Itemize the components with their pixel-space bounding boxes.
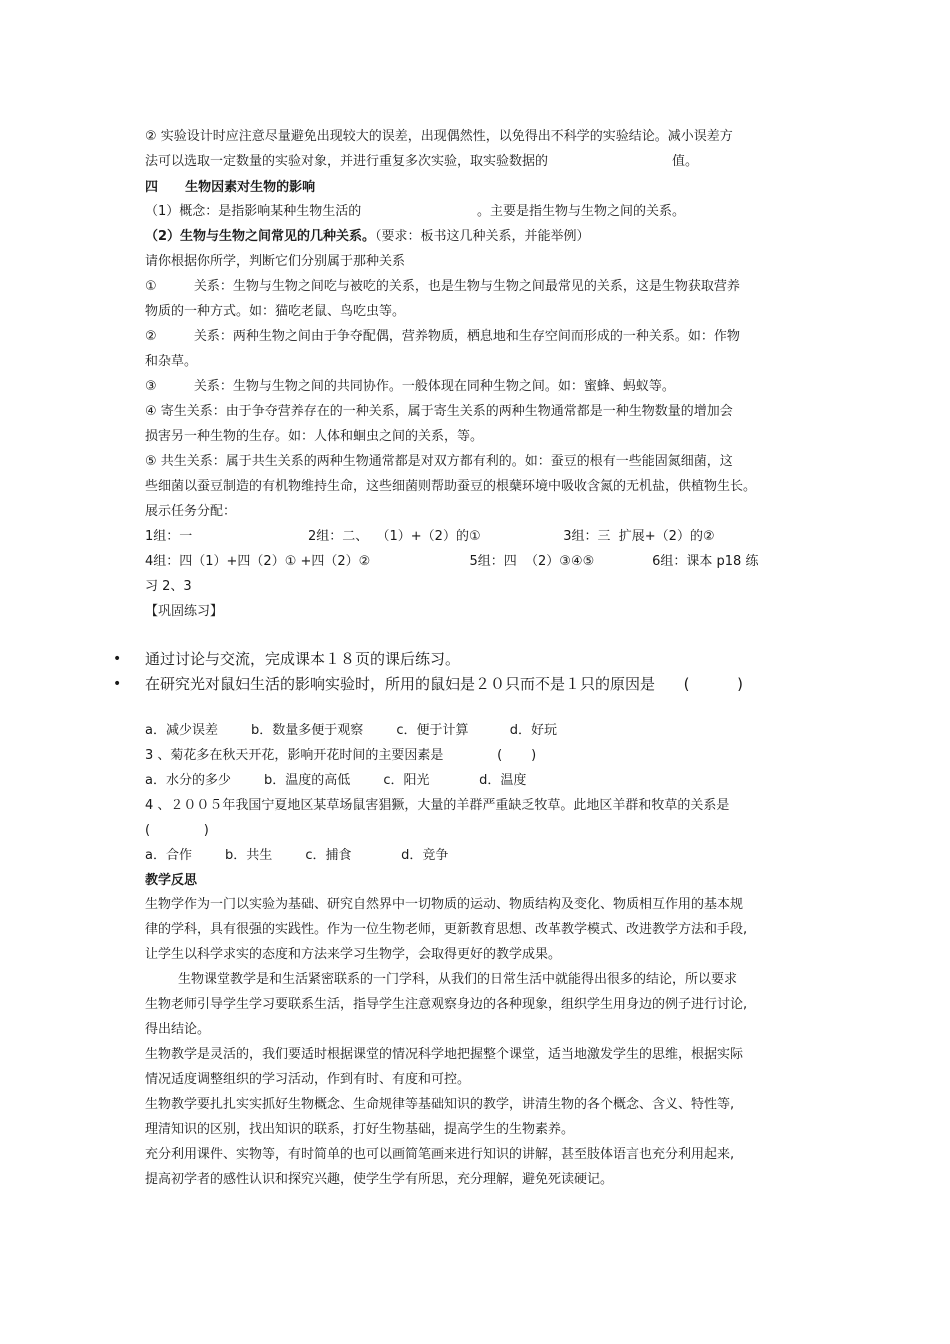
text-line: ④ 寄生关系：由于争夺营养存在的一种关系，属于寄生关系的两种生物通常都是一种生物数量的增加会 <box>145 404 733 419</box>
subheading-note: （要求：板书这几种关系，并能举例） <box>375 229 590 244</box>
text-line: 理清知识的区别，找出知识的联系，打好生物基础，提高学生的生物素养。 <box>145 1122 575 1137</box>
text-line: 些细菌以蚕豆制造的有机物维持生命，这些细菌则帮助蚕豆的根蘖环境中吸收含氮的无机盐，供植物生长。 <box>145 479 757 494</box>
text-line: 1组：一 2组：二、 （1）+（2）的① 3组：三 扩展+（2）的② <box>145 529 715 544</box>
text-line: 让学生以科学求实的态度和方法来学习生物学，会取得更好的教学成果。 <box>145 947 562 962</box>
section-heading: 四 生物因素对生物的影响 <box>145 180 316 195</box>
text-line <box>145 229 590 245</box>
text-line: 情况适度调整组织的学习活动，作到有时、有度和可控。 <box>145 1072 471 1087</box>
text-line: 4组：四（1）+四（2）① +四（2）② 5组：四 （2）③④⑤ 6组：课本 p18 练 <box>145 554 759 569</box>
bullet-item: 通过讨论与交流，完成课本１８页的课后练习。 <box>145 650 461 668</box>
text-line: 提高初学者的感性认识和探究兴趣，使学生学有所思，充分理解，避免死读硬记。 <box>145 1172 614 1187</box>
text-line: ② 关系：两种生物之间由于争夺配偶，营养物质，栖息地和生存空间而形成的一种关系。如：作物 <box>145 329 740 344</box>
text-line: ⑤ 共生关系：属于共生关系的两种生物通常都是对双方都有利的。如：蚕豆的根有一些能固氮细菌，这 <box>145 454 733 469</box>
text-line: 律的学科，具有很强的实践性。作为一位生物老师，更新教育思想、改革教学模式、改进教学方法和手段, <box>145 922 748 937</box>
text-line: ① 关系：生物与生物之间吃与被吃的关系，也是生物与生物之间最常见的关系，这是生物获取营养 <box>145 279 740 294</box>
text-line: 生物老师引导学生学习要联系生活，指导学生注意观察身边的各种现象，组织学生用身边的例子进行讨论, <box>145 997 748 1012</box>
text-line: 得出结论。 <box>145 1022 211 1037</box>
text-line: 生物课堂教学是和生活紧密联系的一门学科，从我们的日常生活中就能得出很多的结论，所以要求 <box>178 972 738 987</box>
section-heading: 【巩固练习】 <box>145 604 224 619</box>
bullet-dot: • <box>113 651 122 667</box>
text-line: 损害另一种生物的生存。如：人体和蛔虫之间的关系，等。 <box>145 429 484 444</box>
text-line: 展示任务分配： <box>145 504 237 519</box>
answer-options: a．水分的多少 b．温度的高低 c．阳光 d．温度 <box>145 773 527 788</box>
text-line: 生物教学要扎扎实实抓好生物概念、生命规律等基础知识的教学，讲清生物的各个概念、含义、特性等, <box>145 1097 735 1112</box>
answer-options: a．合作 b．共生 c．捕食 d．竞争 <box>145 848 449 863</box>
text-line: 物质的一种方式。如：猫吃老鼠、鸟吃虫等。 <box>145 304 406 319</box>
section-heading: 教学反思 <box>145 873 198 888</box>
subheading: （2）生物与生物之间常见的几种关系。 <box>145 229 376 244</box>
question-line: 4 、２００５年我国宁夏地区某草场鼠害猖獗，大量的羊群严重缺乏牧草。此地区羊群和牧草的关系是 <box>145 798 730 813</box>
text-line: 生物学作为一门以实验为基础、研究自然界中一切物质的运动、物质结构及变化、物质相互作用的基本规 <box>145 897 744 912</box>
text-line: 和杂草。 <box>145 354 198 369</box>
question-line: ( ) <box>145 823 209 838</box>
text-line: 请你根据你所学，判断它们分别属于那种关系 <box>145 254 406 269</box>
text-line: 生物教学是灵活的，我们要适时根据课堂的情况科学地把握整个课堂，适当地激发学生的思维，根据实际 <box>145 1047 744 1062</box>
bullet-item: 在研究光对鼠妇生活的影响实验时，所用的鼠妇是２０只而不是１只的原因是 ( ) <box>145 675 743 693</box>
text-line: 充分利用课件、实物等，有时简单的也可以画简笔画来进行知识的讲解，甚至肢体语言也充分利用起来, <box>145 1147 735 1162</box>
text-line: 习 2、3 <box>145 579 192 594</box>
text-line: ② 实验设计时应注意尽量避免出现较大的误差，出现偶然性，以免得出不科学的实验结论。减小误差方 <box>145 129 733 144</box>
answer-options: a．减少误差 b．数量多便于观察 c．便于计算 d．好玩 <box>145 723 558 738</box>
text-line: ③ 关系：生物与生物之间的共同协作。一般体现在同种生物之间。如：蜜蜂、蚂蚁等。 <box>145 379 675 394</box>
question-line: 3 、菊花多在秋天开花，影响开花时间的主要因素是 ( ) <box>145 748 537 763</box>
bullet-dot: • <box>113 676 122 692</box>
text-line: 法可以选取一定数量的实验对象，并进行重复多次实验，取实验数据的 值。 <box>145 154 698 169</box>
text-line: （1）概念：是指影响某种生物生活的 。主要是指生物与生物之间的关系。 <box>145 204 685 219</box>
